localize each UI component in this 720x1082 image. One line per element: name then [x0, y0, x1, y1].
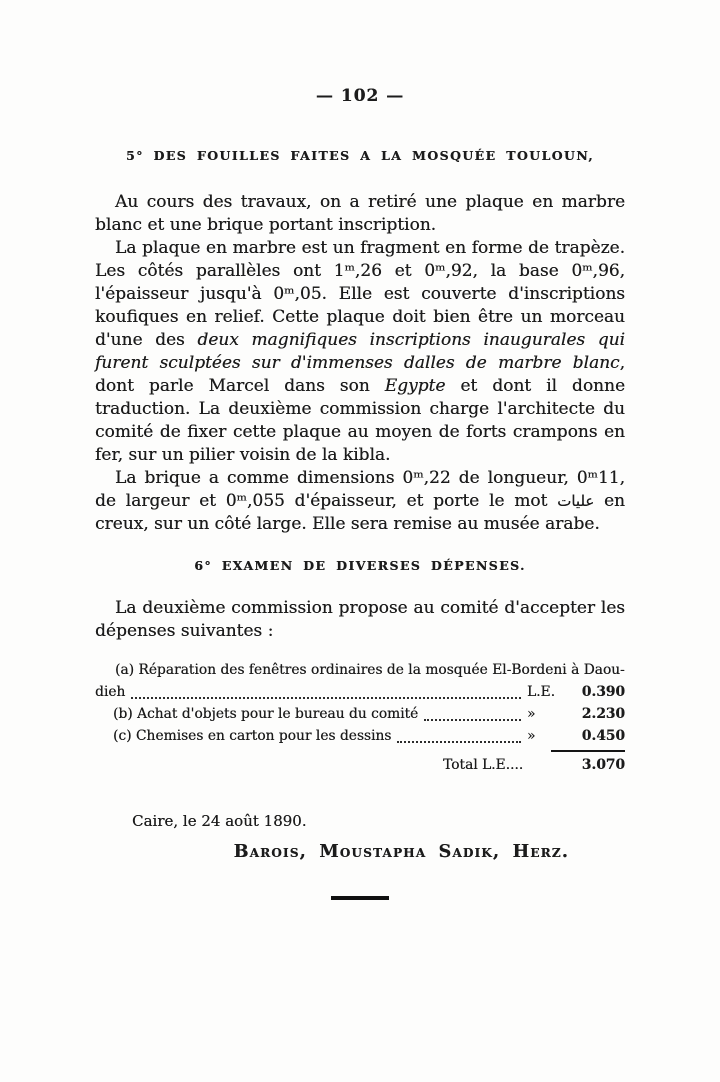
expense-amount: 0.450 — [581, 728, 625, 744]
para2-text: , dont parle Marcel dans son — [95, 353, 625, 396]
para3-arabic-word: عليات — [557, 492, 595, 510]
total-sum-rule — [551, 750, 625, 752]
para2-text: La plaque en marbre est un fragment en forme de trapèze. Les côtés parallèles ont 1ᵐ,26 et 0ᵐ,92, la base 0ᵐ,96, l'épaisseur jusqu'à 0ᵐ,05. Elle est couverte d'inscriptions koufiques en relief. Cette plaque doit bien être un morceau d'une des — [95, 238, 625, 350]
dot-leader — [424, 719, 521, 721]
expense-amount: 2.230 — [581, 706, 625, 722]
paragraph-marble-plaque-intro: Au cours des travaux, on a retiré une plaque en marbre blanc et une brique portant inscription. — [95, 192, 625, 235]
para3-text: en creux, sur un côté large. Elle sera remise au musée arabe. — [95, 491, 625, 534]
expense-amount: 0.390 — [581, 684, 625, 700]
section-5-heading: 5° DES FOUILLES FAITES A LA MOSQUÉE TOULOUN, — [125, 148, 595, 163]
para2-italic-egypte: Egypte — [384, 376, 446, 396]
currency-label: » — [527, 728, 536, 744]
expense-label: (b) Achat d'objets pour le bureau du comité — [113, 706, 419, 722]
para2-text: et dont il donne traduction. La deuxième commission charge l'architecte du comité de fixer cette plaque au moyen de forts crampons en fer, sur un pilier voisin de la kibla. — [95, 376, 626, 465]
currency-label: L.E. — [527, 684, 556, 700]
total-label: Total L.E.... — [443, 757, 524, 773]
expense-total-row — [95, 754, 625, 776]
signatures: Barois, Moustapha Sadik, Herz. — [233, 842, 569, 862]
paragraph-marble-plaque-details — [95, 237, 625, 467]
para2-italic-inscriptions: deux magnifiques inscriptions inaugurales qui furent sculptées sur d'immenses dalles de marbre blanc — [95, 330, 625, 373]
expense-row-a-line2 — [95, 681, 625, 703]
dot-leader — [397, 741, 521, 743]
expense-label: (c) Chemises en carton pour les dessins — [113, 728, 392, 744]
expense-row-c — [95, 725, 625, 747]
expense-list — [95, 659, 625, 776]
section-6-heading: 6° EXAMEN DE DIVERSES DÉPENSES. — [194, 558, 526, 573]
expense-row-a-line1: (a) Réparation des fenêtres ordinaires de la mosquée El-Bordeni à Daou- — [115, 662, 625, 678]
expense-row-b — [95, 703, 625, 725]
currency-label: » — [527, 706, 536, 722]
paragraph-expenses-intro: La deuxième commission propose au comité d'accepter les dépenses suivantes : — [95, 598, 625, 641]
dot-leader — [131, 697, 521, 699]
paragraph-brick-details — [95, 467, 625, 536]
expense-label: dieh — [95, 684, 126, 700]
para3-text: La brique a comme dimensions 0ᵐ,22 de longueur, 0ᵐ11, de largeur et 0ᵐ,055 d'épaisseur, et porte le mot — [95, 468, 625, 511]
page-content — [95, 191, 625, 900]
dateline: Caire, le 24 août 1890. — [132, 812, 307, 830]
end-of-section-rule — [331, 896, 389, 900]
page-number: — 102 — — [315, 86, 405, 106]
total-amount: 3.070 — [581, 757, 625, 773]
